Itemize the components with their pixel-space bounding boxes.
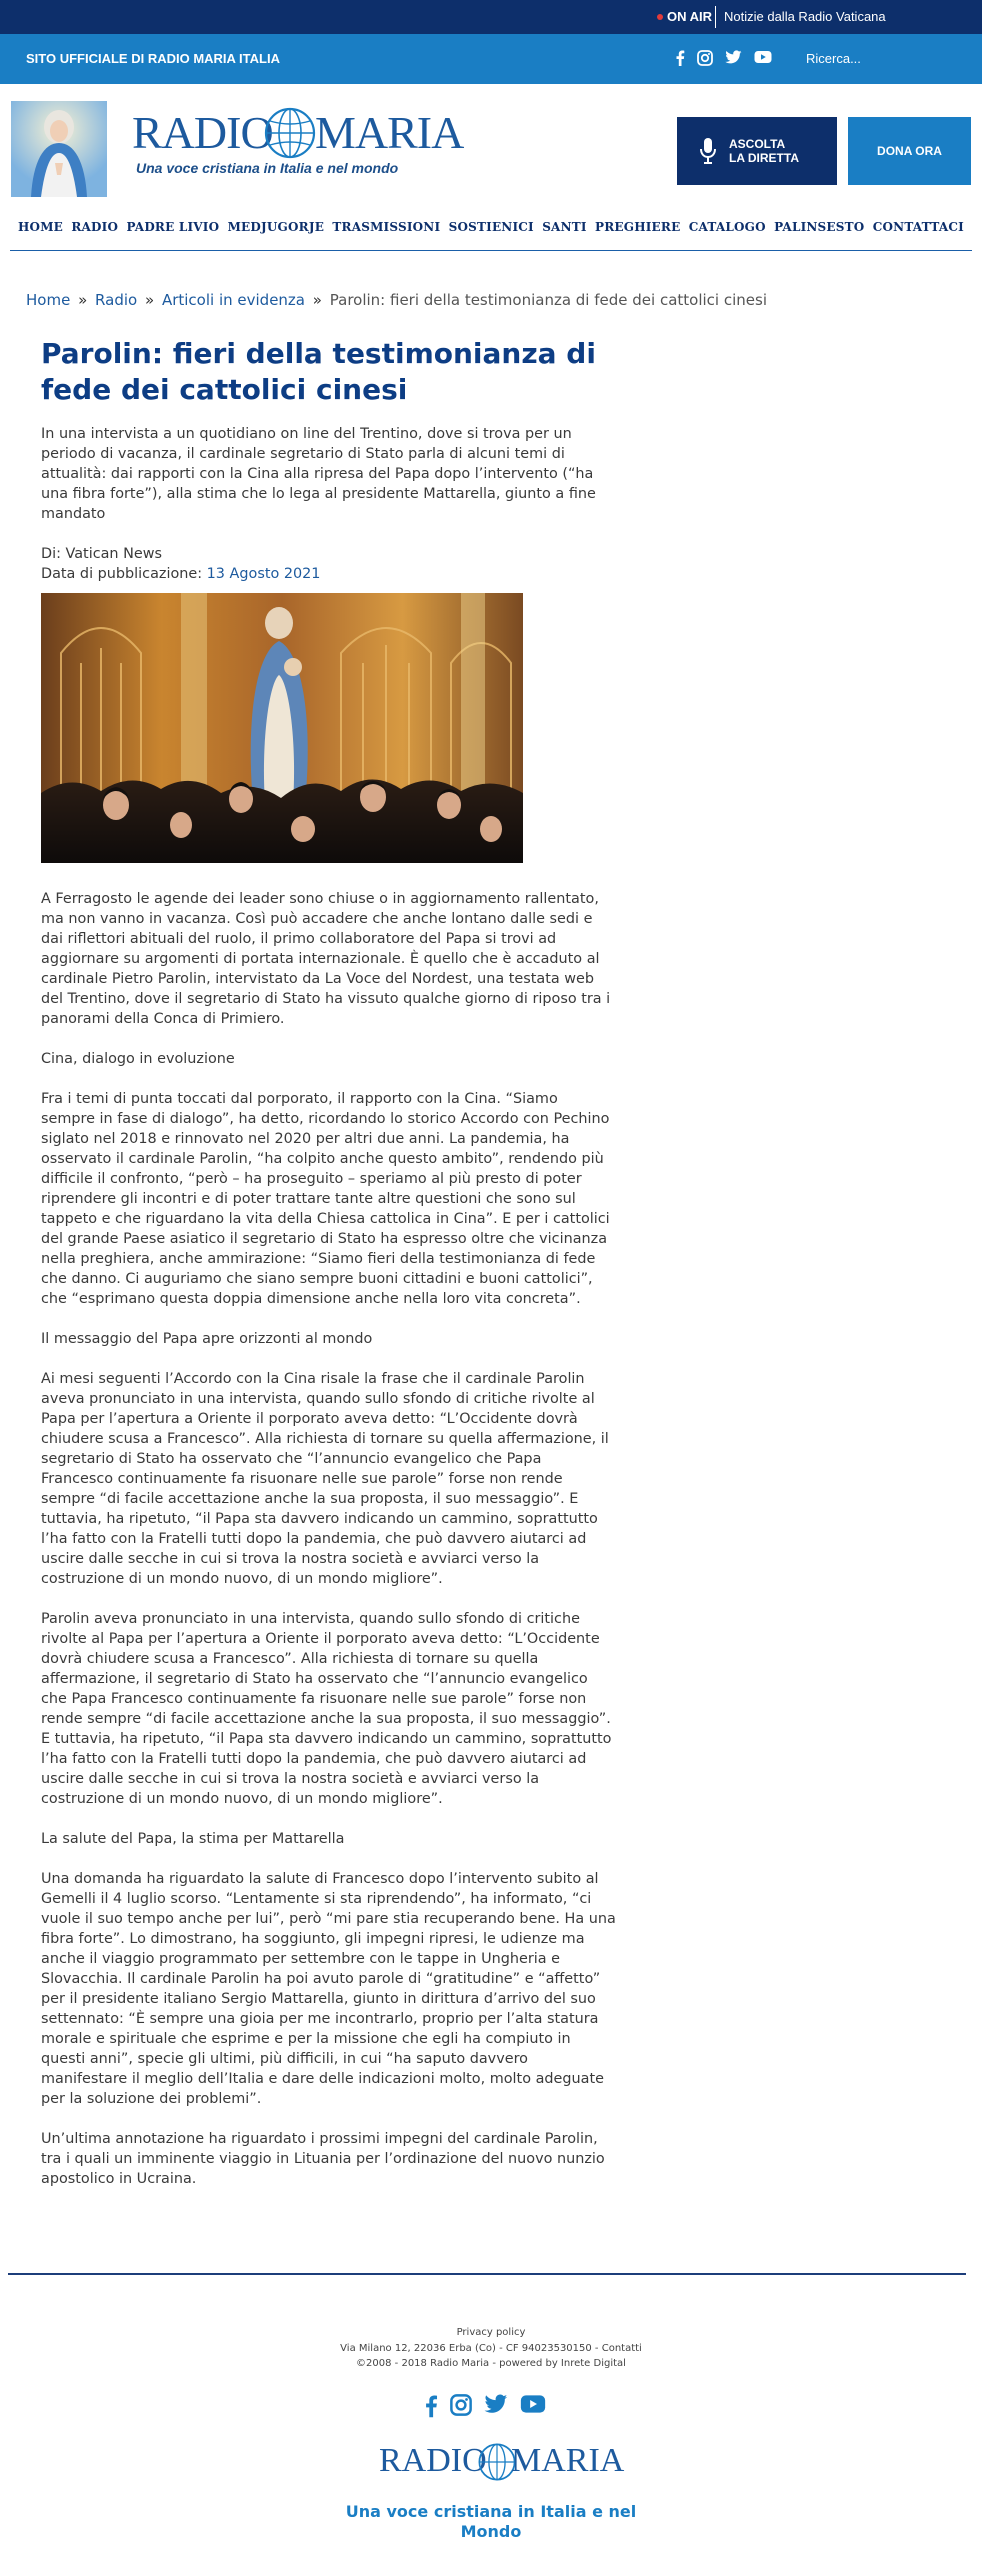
- on-air-indicator[interactable]: [657, 9, 712, 24]
- breadcrumb: [26, 291, 767, 309]
- article-paragraph: Parolin aveva pronunciato in una intervista, quando sullo sfondo di critiche rivolte al Papa per l’apertura a Oriente il porporato aveva detto: “L’Occidente dovrà chiudere scusa a Francesco”. Alla richiesta di tornare su quella affermazione, il segretario di Stato ha osservato che “l’annuncio evangelico che Papa Francesco continuamente fa risuonare nelle sue parole” forse non rende sempre “di facile accettazione anche la sua proposta, il suo messaggio”. E tuttavia, ha ripetuto, “il Papa sta davvero indicando un cammino, soprattutto l’ha fatto con la Fratelli tutti dopo la pandemia, che può davvero aiutarci ad uscire dalle secche in cui si trova la nostra società e avviarci verso la costruzione di un mondo nuovo, di un mondo migliore”.: [41, 1611, 612, 1807]
- site-bar: [0, 34, 982, 84]
- instagram-icon[interactable]: [450, 2394, 472, 2416]
- site-header: [0, 84, 982, 204]
- logo-tagline: Una voce cristiana in Italia e nel mondo: [136, 160, 399, 176]
- footer-tagline-line-2: Mondo: [460, 2522, 522, 2541]
- logo-word-radio: RADIO: [132, 107, 273, 158]
- article-paragraph: Fra i temi di punta toccati dal porporato, il rapporto con la Cina. “Siamo sempre in fase di dialogo”, ha detto, ricordando lo storico Accordo con Pechino siglato nel 2018 e rinnovato nel 2020 per altri due anni. La pandemia, ha osservato il cardinale Parolin, “ha colpito anche questo ambito”, rendendo più difficile il confronto, “però – ha proseguito – speriamo al più presto di poter riprendere gli incontri e di poter trattare tante altre questioni che sono sul tappeto e che riguardano la vita della Chiesa cattolica in Cina”. E per i cattolici del grande Paese asiatico il segretario di Stato ha espresso oltre che vicinanza nella preghiera, anche ammirazione: “Siamo fieri della testimonianza di fede che danno. Ci auguriamo che siano sempre buoni cittadini e buoni cattolici”, che “esprimano questa doppia dimensione anche nella loro vita concreta”.: [41, 1091, 610, 1307]
- article-photo[interactable]: [41, 593, 523, 863]
- radio-maria-logo[interactable]: [130, 104, 464, 184]
- nav-item-medjugorje[interactable]: MEDJUGORJE: [227, 220, 325, 234]
- breadcrumb-home[interactable]: Home: [26, 291, 71, 309]
- breadcrumb-separator: »: [312, 291, 322, 309]
- nav-item-preghiere[interactable]: PREGHIERE: [595, 220, 681, 234]
- article-paragraph: Una domanda ha riguardato la salute di Francesco dopo l’intervento subito al Gemelli il 4 luglio scorso. “Lentamente si sta riprendendo”, ha informato, “ci vuole il suo tempo anche per lui”, però “mi pare stia recuperando bene. Ha una fibra forte”. Lo dimostrano, ha soggiunto, gli impegni ripresi, le udienze ma anche il viaggio programmato per settembre con le tappe in Ungheria e Slovacchia. Il cardinale Parolin ha poi avuto parole di “gratitudine” e “affetto” per il presidente italiano Sergio Mattarella, giunto in dirittura d’arrivo del suo settennato: “È sempre una gioia per me incontrarlo, proprio per l’alta statura morale e spirituale che esprime e per la missione che egli ha compiuto in questi anni”, specie gli ultimi, più difficili, in cui “ha saputo davvero manifestare il meglio dell’Italia e dare delle indicazioni molto, molto adeguate per la soluzione dei problemi”.: [41, 1871, 616, 2107]
- article-paragraph: Un’ultima annotazione ha riguardato i prossimi impegni del cardinale Parolin, tra i quali un imminente viaggio in Lituania per l’ordinazione del nuovo nunzio apostolico in Ucraina.: [41, 2131, 605, 2187]
- breadcrumb-current: Parolin: fieri della testimonianza di fede dei cattolici cinesi: [329, 291, 767, 309]
- nav-item-padre-livio[interactable]: PADRE LIVIO: [126, 220, 220, 234]
- facebook-icon[interactable]: [424, 2394, 438, 2418]
- footer-divider: [8, 2273, 966, 2275]
- youtube-icon[interactable]: [520, 2394, 546, 2414]
- article-title: Parolin: fieri della testimonianza di fede dei cattolici cinesi: [41, 337, 596, 406]
- article-paragraph: A Ferragosto le agende dei leader sono chiuse o in aggiornamento rallentato, ma non vanno in vacanza. Così può accadere che anche lontano dalle sedi e dai riflettori abituali del ruolo, il primo collaboratore del Papa si trovi ad aggiornare su argomenti di portata internazionale. È quello che è accaduto al cardinale Pietro Parolin, intervistato da La Voce del Nordest, una testata web del Trentino, dove il segretario di Stato ha vissuto qualche giorno di riposo tra i panorami della Conca di Primiero.: [41, 891, 611, 1027]
- facebook-icon[interactable]: [675, 50, 685, 66]
- nav-item-trasmissioni[interactable]: TRASMISSIONI: [332, 220, 441, 234]
- article-date-row: [41, 564, 616, 584]
- article-date[interactable]: 13 Agosto 2021: [206, 566, 321, 582]
- breadcrumb-category[interactable]: Articoli in evidenza: [161, 291, 305, 309]
- article-author: Di: Vatican News: [41, 546, 162, 562]
- social-links-top: [675, 50, 772, 66]
- nav-item-palinsesto[interactable]: PALINSESTO: [774, 220, 865, 234]
- nav-item-radio[interactable]: RADIO: [71, 220, 119, 234]
- donate-button[interactable]: DONA ORA: [848, 117, 971, 185]
- listen-live-label: ASCOLTA LA DIRETTA: [729, 137, 799, 165]
- vatican-news-link[interactable]: Notizie dalla Radio Vaticana: [724, 9, 886, 24]
- nav-item-home[interactable]: HOME: [18, 220, 64, 234]
- madonna-image[interactable]: [11, 101, 107, 197]
- footer-address: Via Milano 12, 22036 Erba (Co) - CF 94023530150 - Contatti: [340, 2343, 642, 2354]
- article-subheading: Il messaggio del Papa apre orizzonti al mondo: [41, 1331, 373, 1347]
- article-lead: In una intervista a un quotidiano on line del Trentino, dove si trova per un periodo di vacanza, il cardinale segretario di Stato parla di alcuni temi di attualità: dai rapporti con la Cina alla ripresa del Papa dopo l’intervento (“ha una fibra forte”), alla stima che lo lega al presidente Mattarella, giunto a fine mandato: [41, 426, 596, 522]
- top-bar-divider: [715, 6, 716, 28]
- article-subheading: Cina, dialogo in evoluzione: [41, 1051, 235, 1067]
- nav-item-contattaci[interactable]: CONTATTACI: [872, 220, 964, 234]
- breadcrumb-separator: »: [78, 291, 88, 309]
- youtube-icon[interactable]: [754, 50, 772, 64]
- nav-item-catalogo[interactable]: CATALOGO: [688, 220, 766, 234]
- nav-item-sostienici[interactable]: SOSTIENICI: [448, 220, 534, 234]
- article-date-label: Data di pubblicazione:: [41, 566, 203, 582]
- twitter-icon[interactable]: [725, 50, 742, 65]
- instagram-icon[interactable]: [697, 50, 713, 66]
- top-bar: [0, 0, 982, 34]
- footer-logo-radio: RADIO: [379, 2442, 487, 2479]
- nav-item-santi[interactable]: SANTI: [542, 220, 587, 234]
- social-links-footer: [424, 2394, 546, 2418]
- nav-divider: [10, 250, 972, 251]
- twitter-icon[interactable]: [484, 2394, 508, 2415]
- privacy-policy-link[interactable]: Privacy policy: [456, 2327, 526, 2338]
- live-dot-icon: [657, 14, 663, 20]
- footer-logo[interactable]: [375, 2442, 625, 2492]
- footer-logo-maria: MARIA: [511, 2442, 625, 2479]
- breadcrumb-radio[interactable]: Radio: [95, 291, 138, 309]
- listen-live-button[interactable]: [677, 117, 837, 185]
- on-air-label: ON AIR: [666, 9, 712, 24]
- footer-tagline-line-1: Una voce cristiana in Italia e nel: [345, 2502, 637, 2521]
- article-subheading: La salute del Papa, la stima per Mattarella: [41, 1831, 345, 1847]
- globe-icon: [260, 106, 320, 160]
- microphone-icon: [699, 137, 717, 165]
- site-official-label: SITO UFFICIALE DI RADIO MARIA ITALIA: [26, 51, 280, 66]
- search-input[interactable]: Ricerca...: [806, 51, 861, 66]
- logo-word-maria: MARIA: [315, 107, 464, 158]
- article-paragraph: Ai mesi seguenti l’Accordo con la Cina risale la frase che il cardinale Parolin aveva pronunciato in una intervista, quando sullo sfondo di critiche rivolte al Papa per l’apertura a Oriente il porporato aveva detto: “L’Occidente dovrà chiudere scusa a Francesco”. Alla richiesta di tornare su quella affermazione, il segretario di Stato ha osservato che “l’annuncio evangelico che Papa Francesco continuamente fa risuonare nelle sue parole” forse non rende sempre “di facile accettazione anche la sua proposta, il suo messaggio”. E tuttavia, ha ripetuto, “il Papa sta davvero indicando un cammino, soprattutto l’ha fatto con la Fratelli tutti dopo la pandemia, che può davvero aiutarci ad uscire dalle secche in cui si trova la nostra società e avviarci verso la costruzione di un mondo nuovo, di un mondo migliore”.: [41, 1371, 609, 1587]
- main-nav: [0, 220, 982, 250]
- breadcrumb-separator: »: [144, 291, 155, 309]
- footer-copyright: ©2008 - 2018 Radio Maria - powered by Inrete Digital: [356, 2358, 626, 2369]
